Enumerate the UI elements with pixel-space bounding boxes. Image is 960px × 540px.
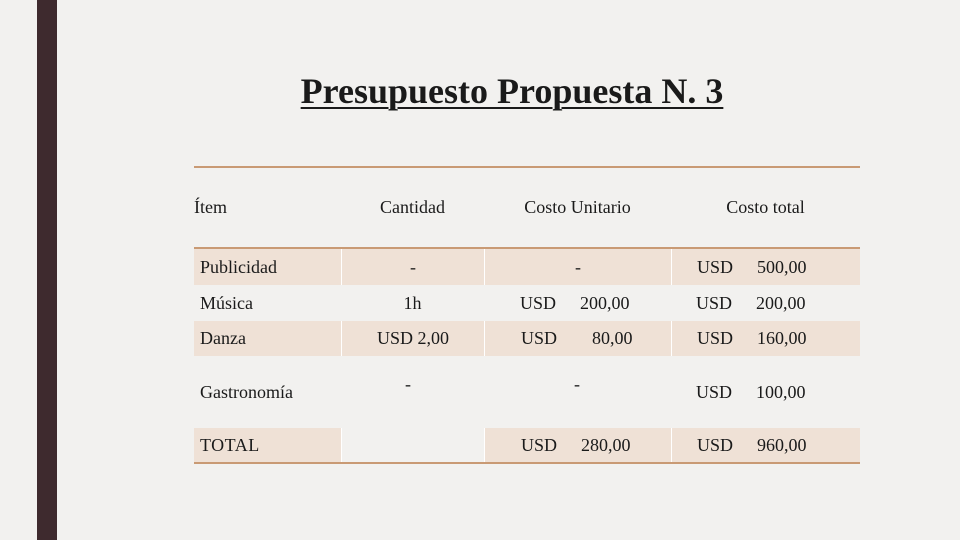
unit-value: 200,00: [580, 292, 630, 313]
cantidad-value: -: [405, 374, 411, 394]
total-value: 160,00: [757, 328, 807, 348]
cantidad-cell: -: [341, 249, 484, 285]
unit-cost-cell: [484, 285, 671, 321]
total-currency: USD: [697, 328, 734, 348]
total-cost-cell: [671, 321, 860, 356]
table-row: [194, 321, 860, 356]
total-value: 960,00: [757, 434, 807, 455]
total-value: 200,00: [756, 292, 806, 313]
header-cantidad: Cantidad: [380, 197, 445, 217]
total-cost-cell: [671, 285, 860, 321]
unit-value: 280,00: [581, 434, 631, 455]
table-header-row: [194, 168, 860, 249]
total-cost-cell: [671, 356, 860, 428]
cantidad-cell: 1h: [403, 292, 422, 313]
unit-currency: USD: [521, 434, 558, 455]
unit-cost-cell: [484, 249, 671, 285]
unit-value: 80,00: [592, 328, 633, 348]
header-item: Ítem: [194, 197, 227, 217]
budget-table: [194, 166, 860, 464]
total-cantidad-empty: [341, 428, 484, 462]
total-cost-cell: [671, 249, 860, 285]
total-currency: USD: [697, 256, 734, 277]
table-row: [194, 356, 860, 428]
total-value: 500,00: [757, 256, 807, 277]
total-currency: USD: [696, 382, 733, 402]
unit-currency: USD: [520, 292, 557, 313]
item-cell: Danza: [200, 328, 246, 348]
total-currency: USD: [697, 434, 734, 455]
table-row: [194, 285, 860, 321]
total-currency: USD: [696, 292, 733, 313]
total-label: TOTAL: [200, 434, 260, 455]
page-title: Presupuesto Propuesta N. 3: [300, 71, 724, 111]
total-cost-cell: [671, 428, 860, 462]
unit-cost-value: -: [574, 374, 580, 394]
unit-cost-cell: [484, 428, 671, 462]
item-cell: Publicidad: [200, 256, 277, 277]
item-cell: Gastronomía: [200, 382, 293, 402]
table-row: [194, 249, 860, 285]
unit-cost-cell: [484, 356, 671, 428]
cantidad-cell: [341, 356, 484, 428]
unit-currency: USD: [521, 328, 558, 348]
total-value: 100,00: [756, 382, 806, 402]
cantidad-cell: USD 2,00: [341, 321, 484, 356]
header-costo-total: Costo total: [726, 197, 805, 217]
item-cell: Música: [200, 292, 253, 313]
header-costo-unitario: Costo Unitario: [524, 197, 631, 217]
table-total-row: [194, 428, 860, 464]
unit-cost-value: -: [575, 256, 581, 277]
unit-cost-cell: [484, 321, 671, 356]
